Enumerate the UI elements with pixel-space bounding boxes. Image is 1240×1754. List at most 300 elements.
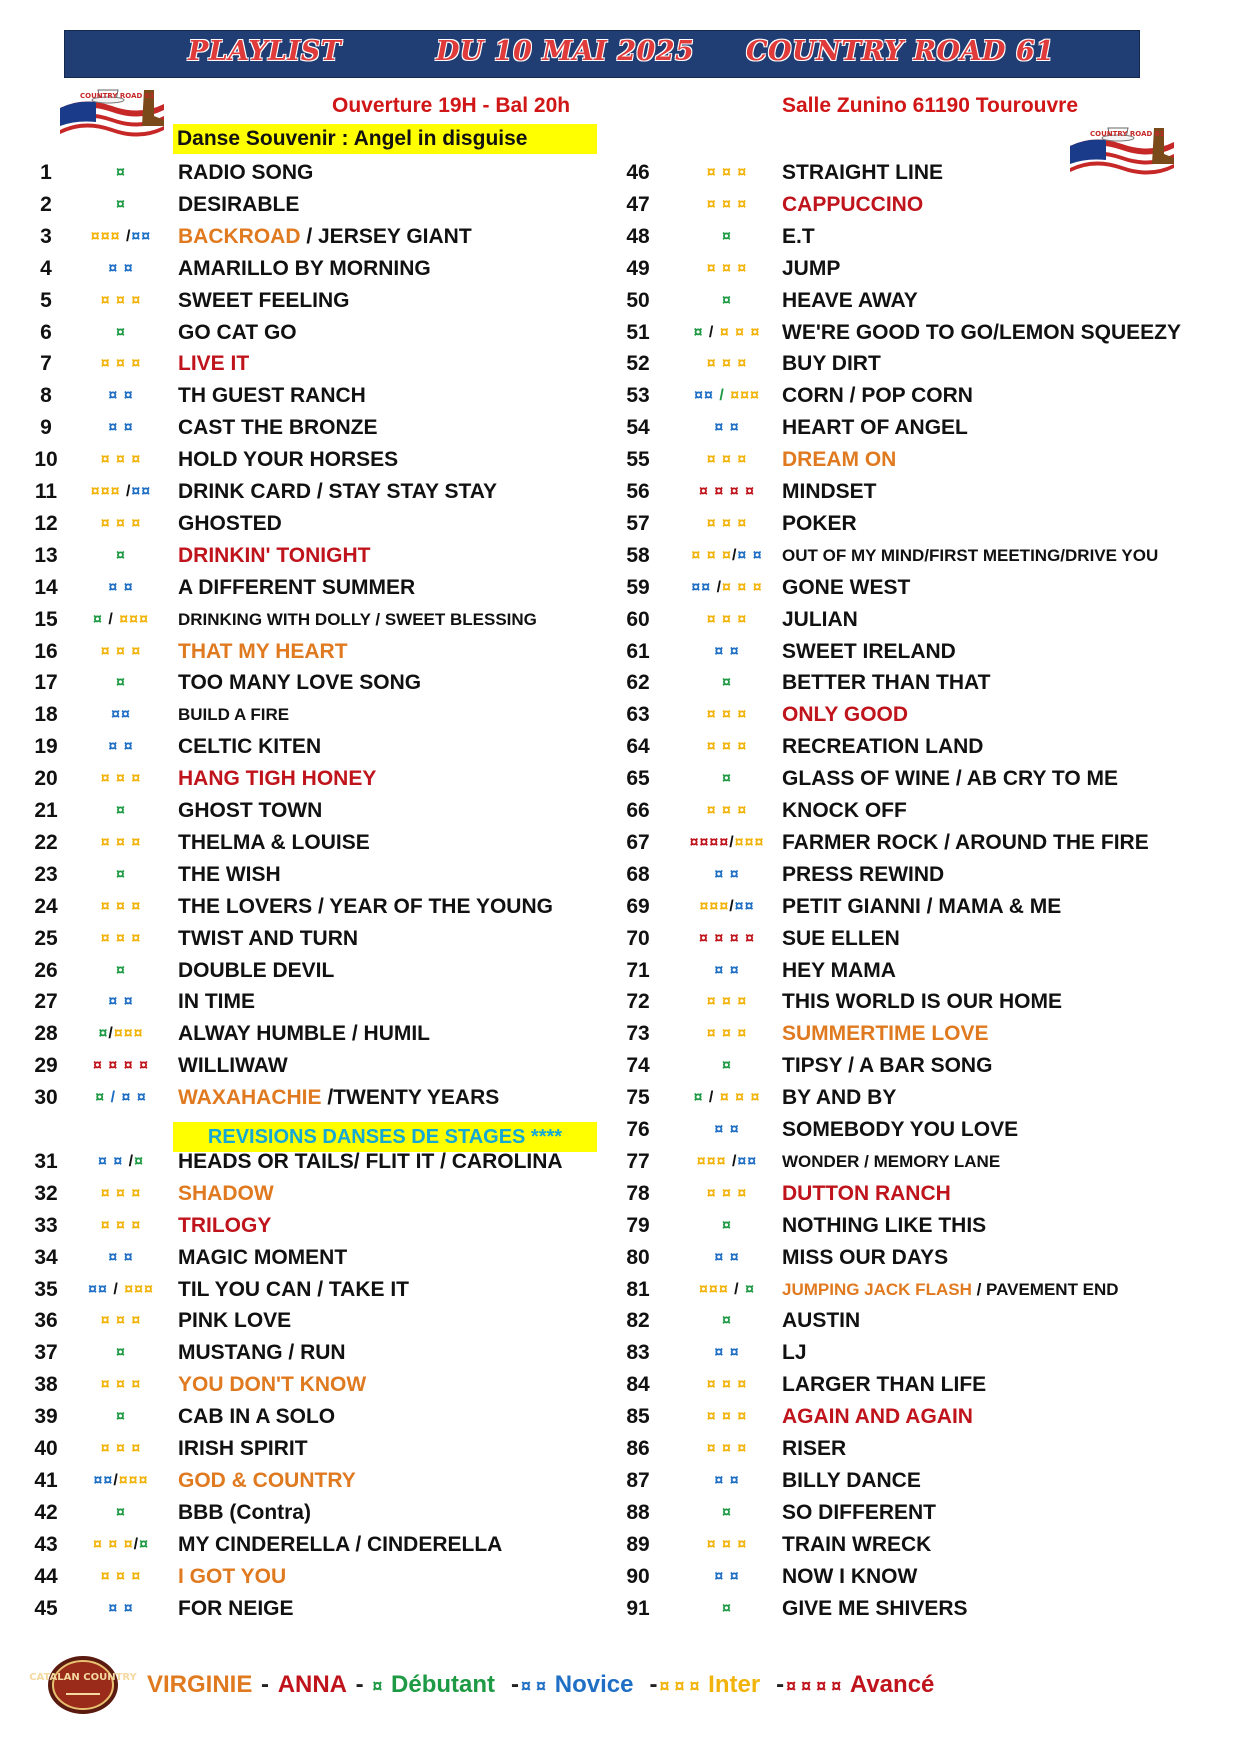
dance-title-part: KNOCK OFF bbox=[782, 799, 907, 822]
dance-title-part: CAB IN A SOLO bbox=[178, 1405, 336, 1429]
row-number: 69 bbox=[626, 894, 650, 918]
dance-title bbox=[178, 254, 431, 284]
dance-title-part: MISS OUR DAYS bbox=[782, 1245, 949, 1269]
level-symbol: ¤ ¤ bbox=[714, 1567, 740, 1585]
dance-title-part: DOUBLE DEVIL bbox=[178, 958, 335, 982]
dance-title bbox=[782, 1179, 951, 1209]
dance-title-part: GO CAT GO bbox=[178, 320, 297, 344]
dance-title-part: STRAIGHT LINE bbox=[782, 161, 943, 184]
level-markers bbox=[672, 732, 782, 762]
row-number: 23 bbox=[34, 862, 58, 886]
dance-title bbox=[782, 445, 896, 475]
dance-title-part: SWEET IRELAND bbox=[782, 639, 956, 663]
dance-title-part: AGAIN AND AGAIN bbox=[782, 1405, 973, 1429]
dance-title bbox=[178, 1051, 288, 1081]
dance-title-part: TRAIN WRECK bbox=[782, 1532, 932, 1556]
level-markers bbox=[66, 1402, 176, 1432]
row-number: 42 bbox=[34, 1500, 58, 1524]
dance-title-part: GHOSTED bbox=[178, 511, 282, 535]
header-banner bbox=[64, 30, 1140, 78]
dance-title bbox=[782, 1434, 846, 1464]
dance-title-part: THELMA & LOUISE bbox=[178, 830, 370, 854]
level-symbol: ¤ ¤ bbox=[737, 546, 763, 564]
dance-title bbox=[178, 1019, 430, 1049]
dance-title bbox=[782, 477, 877, 507]
level-symbol: ¤ ¤ ¤ bbox=[706, 1535, 748, 1553]
level-symbol: / bbox=[108, 1025, 114, 1043]
row-number: 5 bbox=[40, 288, 52, 312]
row-number: 47 bbox=[626, 192, 650, 216]
level-markers bbox=[66, 318, 176, 348]
level-markers bbox=[66, 1147, 176, 1177]
level-symbol: ¤ bbox=[722, 674, 732, 692]
level-markers bbox=[672, 1530, 782, 1560]
dance-title-part: DREAM ON bbox=[782, 448, 897, 472]
level-symbol: ¤ bbox=[98, 1025, 109, 1043]
level-markers bbox=[66, 1083, 176, 1113]
level-legend bbox=[147, 1668, 936, 1702]
dance-title bbox=[782, 892, 1061, 922]
row-number: 87 bbox=[626, 1468, 650, 1492]
dance-title bbox=[178, 190, 299, 220]
level-markers bbox=[672, 924, 782, 954]
row-number: 21 bbox=[34, 799, 58, 822]
dance-title bbox=[782, 1530, 931, 1560]
level-symbol: ¤ ¤ ¤ ¤ bbox=[699, 483, 755, 500]
level-markers bbox=[672, 1402, 782, 1432]
row-number: 54 bbox=[626, 416, 650, 440]
level-markers bbox=[672, 254, 782, 284]
level-symbol: ¤ ¤ ¤ bbox=[100, 929, 142, 947]
dance-title bbox=[782, 1594, 968, 1624]
level-symbol: ¤ ¤ bbox=[108, 419, 134, 437]
level-markers bbox=[672, 668, 782, 698]
level-markers bbox=[672, 1211, 782, 1241]
level-markers bbox=[66, 796, 176, 826]
dance-title bbox=[782, 987, 1062, 1017]
dance-title bbox=[782, 956, 896, 986]
level-markers bbox=[66, 1051, 176, 1081]
level-markers bbox=[66, 541, 176, 571]
dance-title bbox=[782, 541, 1158, 571]
level-markers bbox=[672, 1498, 782, 1528]
souvenir-dance: Danse Souvenir : Angel in disguise bbox=[173, 124, 597, 154]
level-markers bbox=[66, 381, 176, 411]
level-symbol: ¤¤¤ bbox=[699, 897, 730, 915]
level-markers bbox=[66, 1498, 176, 1528]
level-symbol: ¤ ¤ ¤ bbox=[722, 578, 763, 596]
dance-title-part: RADIO SONG bbox=[178, 161, 314, 184]
dance-title-part: HOLD YOUR HORSES bbox=[178, 448, 399, 472]
dance-title bbox=[782, 1275, 1119, 1305]
row-number: 27 bbox=[34, 990, 58, 1014]
level-symbol: ¤ ¤ bbox=[714, 865, 740, 883]
row-number: 91 bbox=[626, 1596, 650, 1620]
dance-title-part: JUMPING JACK FLASH bbox=[782, 1279, 972, 1299]
dance-title bbox=[178, 318, 297, 348]
dance-title bbox=[178, 349, 249, 379]
level-symbol: / bbox=[703, 1089, 720, 1107]
dance-title bbox=[178, 828, 370, 858]
level-symbol: ¤ bbox=[722, 1503, 732, 1521]
level-markers bbox=[672, 637, 782, 667]
level-markers bbox=[672, 796, 782, 826]
dance-title bbox=[178, 796, 322, 826]
level-markers bbox=[672, 541, 782, 571]
dance-title bbox=[178, 413, 378, 443]
dance-title bbox=[178, 1179, 274, 1209]
row-number: 75 bbox=[626, 1086, 650, 1110]
level-markers bbox=[66, 573, 176, 603]
dance-title-part: IRISH SPIRIT bbox=[178, 1437, 308, 1460]
dance-title-part: / JERSEY GIANT bbox=[300, 224, 472, 248]
level-symbol: ¤¤ bbox=[88, 1280, 108, 1298]
level-symbol: ¤ ¤ ¤ bbox=[100, 514, 142, 532]
row-number: 33 bbox=[34, 1213, 58, 1237]
dance-title-part: ALWAY HUMBLE / HUMIL bbox=[178, 1022, 431, 1046]
dance-title-part: GLASS OF WINE / AB CRY TO ME bbox=[782, 767, 1119, 791]
legend-debutant: Débutant bbox=[391, 1671, 496, 1698]
dance-title-part: SOMEBODY YOU LOVE bbox=[782, 1118, 1019, 1141]
dance-title bbox=[178, 1498, 311, 1528]
level-markers bbox=[672, 1338, 782, 1368]
dance-title bbox=[782, 1083, 896, 1113]
level-markers bbox=[66, 1594, 176, 1624]
dance-title bbox=[782, 1019, 989, 1049]
level-markers bbox=[66, 924, 176, 954]
level-symbol: ¤¤¤ bbox=[90, 483, 121, 500]
dance-title bbox=[178, 1530, 502, 1560]
level-symbol: ¤¤¤ bbox=[124, 1280, 154, 1298]
level-symbol: ¤ ¤ bbox=[108, 1599, 134, 1617]
dance-title-part: BILLY DANCE bbox=[782, 1468, 921, 1492]
level-symbol: ¤¤ bbox=[694, 387, 714, 405]
level-markers bbox=[66, 1370, 176, 1400]
level-symbol: ¤ ¤ bbox=[714, 1344, 740, 1362]
dance-title-part: GHOST TOWN bbox=[178, 799, 323, 822]
level-markers bbox=[672, 1594, 782, 1624]
row-number: 48 bbox=[626, 224, 650, 248]
level-symbol: ¤ ¤ bbox=[714, 419, 740, 437]
level-markers bbox=[672, 509, 782, 539]
level-symbol: ¤ ¤ bbox=[714, 642, 740, 660]
level-markers bbox=[66, 190, 176, 220]
dance-title bbox=[782, 1370, 986, 1400]
level-markers bbox=[66, 477, 176, 507]
dance-title-part: GONE WEST bbox=[782, 575, 911, 599]
dance-title bbox=[782, 605, 858, 635]
dance-title-part: WE'RE GOOD TO GO/LEMON SQUEEZY bbox=[782, 320, 1181, 344]
level-symbol: ¤ bbox=[722, 227, 732, 245]
row-number: 29 bbox=[34, 1054, 58, 1078]
svg-text:COUNTRY ROAD 61: COUNTRY ROAD 61 bbox=[80, 92, 155, 100]
dance-title-part: NOTHING LIKE THIS bbox=[782, 1213, 987, 1237]
dance-title bbox=[178, 1434, 308, 1464]
dance-title bbox=[782, 1338, 807, 1368]
row-number: 30 bbox=[34, 1086, 58, 1110]
row-number: 72 bbox=[626, 990, 650, 1014]
row-number: 51 bbox=[626, 320, 650, 344]
legend-inter-symbol: ¤ ¤ ¤ bbox=[659, 1676, 700, 1696]
level-markers bbox=[66, 956, 176, 986]
dance-title-part: PRESS REWIND bbox=[782, 862, 945, 886]
row-number: 9 bbox=[40, 416, 52, 440]
level-symbol: ¤ ¤ ¤ bbox=[100, 1216, 142, 1234]
dance-title-part: THE WISH bbox=[178, 862, 281, 886]
level-symbol: ¤¤ bbox=[691, 578, 712, 596]
level-markers bbox=[66, 445, 176, 475]
level-symbol: ¤ ¤ ¤ bbox=[719, 323, 761, 341]
dance-title bbox=[178, 158, 313, 188]
dance-title-part: SO DIFFERENT bbox=[782, 1500, 937, 1524]
dance-title-part: WONDER / MEMORY LANE bbox=[782, 1151, 1001, 1171]
row-number: 56 bbox=[626, 480, 650, 503]
row-number: 35 bbox=[34, 1277, 58, 1301]
level-symbol: ¤ ¤ bbox=[714, 1121, 740, 1138]
dance-title-part: A DIFFERENT SUMMER bbox=[178, 575, 416, 599]
dance-title-part: DRINKIN' TONIGHT bbox=[178, 543, 371, 567]
level-symbol: ¤ ¤ bbox=[108, 387, 134, 405]
dance-title bbox=[178, 892, 553, 922]
row-number: 16 bbox=[34, 639, 58, 663]
level-symbol: ¤ ¤ ¤ bbox=[706, 355, 748, 373]
level-symbol: ¤ bbox=[116, 674, 126, 692]
venue: Salle Zunino 61190 Tourouvre bbox=[782, 94, 1079, 117]
row-number: 86 bbox=[626, 1437, 650, 1460]
dance-title bbox=[782, 286, 918, 316]
row-number: 2 bbox=[40, 192, 52, 216]
level-symbol: ¤ ¤ ¤ bbox=[100, 770, 142, 788]
dance-title-part: JUMP bbox=[782, 256, 841, 280]
row-number: 40 bbox=[34, 1437, 58, 1460]
level-symbol: ¤¤ bbox=[131, 483, 152, 500]
level-symbol: ¤ bbox=[116, 1408, 126, 1426]
level-symbol: / bbox=[123, 1152, 135, 1170]
level-markers bbox=[672, 605, 782, 635]
dance-title bbox=[178, 1562, 286, 1592]
level-symbol: ¤ ¤ bbox=[97, 1152, 124, 1170]
dance-title-part: /TWENTY YEARS bbox=[321, 1086, 500, 1110]
dance-title bbox=[782, 1243, 948, 1273]
dance-title-part: WILLIWAW bbox=[178, 1054, 288, 1078]
row-number: 81 bbox=[626, 1277, 650, 1301]
level-symbol: ¤ ¤ ¤ ¤ bbox=[699, 929, 755, 947]
level-symbol: ¤ ¤ ¤ ¤ bbox=[93, 1057, 149, 1075]
row-number: 44 bbox=[34, 1564, 58, 1588]
row-number: 79 bbox=[626, 1213, 650, 1237]
level-markers bbox=[672, 222, 782, 252]
level-markers bbox=[672, 987, 782, 1017]
level-symbol: ¤ ¤ ¤ bbox=[706, 195, 748, 213]
dance-title bbox=[782, 796, 907, 826]
level-symbol: ¤ ¤ ¤ bbox=[706, 1025, 748, 1043]
dance-title bbox=[782, 413, 968, 443]
level-symbol: ¤¤¤ bbox=[699, 1280, 729, 1298]
dance-title-part: TH GUEST RANCH bbox=[178, 384, 366, 408]
row-number: 84 bbox=[626, 1373, 650, 1397]
level-symbol: ¤ ¤ ¤ bbox=[706, 1184, 748, 1202]
row-number: 14 bbox=[34, 575, 58, 599]
row-number: 78 bbox=[626, 1181, 650, 1205]
row-number: 19 bbox=[34, 735, 58, 759]
dance-title bbox=[178, 668, 421, 698]
dance-title bbox=[178, 1594, 294, 1624]
dance-title bbox=[178, 924, 358, 954]
dance-title-part: BY AND BY bbox=[782, 1086, 897, 1110]
dance-title-part: TIL YOU CAN / TAKE IT bbox=[178, 1277, 410, 1301]
legend-avance: Avancé bbox=[849, 1671, 935, 1698]
level-markers bbox=[66, 349, 176, 379]
row-number: 89 bbox=[626, 1532, 650, 1556]
dance-title-part: IN TIME bbox=[178, 990, 255, 1014]
level-symbol: ¤ ¤ ¤ bbox=[706, 610, 748, 628]
level-markers bbox=[672, 700, 782, 730]
dance-title bbox=[782, 1402, 973, 1432]
row-number: 15 bbox=[34, 607, 58, 631]
level-markers bbox=[66, 892, 176, 922]
level-markers bbox=[66, 413, 176, 443]
row-number: 1 bbox=[40, 161, 52, 184]
dance-title bbox=[782, 1147, 1000, 1177]
dance-title bbox=[782, 381, 973, 411]
dance-title-part: SHADOW bbox=[178, 1181, 274, 1205]
level-symbol: ¤ bbox=[116, 802, 126, 819]
dance-title-part: SUMMERTIME LOVE bbox=[782, 1022, 989, 1046]
level-markers bbox=[672, 573, 782, 603]
dance-title-part: LARGER THAN LIFE bbox=[782, 1373, 987, 1397]
row-number: 80 bbox=[626, 1245, 650, 1269]
dance-title-part: GOD & COUNTRY bbox=[178, 1468, 356, 1492]
dance-title bbox=[178, 541, 370, 571]
level-symbol: ¤ bbox=[722, 1216, 732, 1234]
level-symbol: ¤ bbox=[722, 1599, 732, 1617]
level-symbol: ¤¤¤¤ bbox=[689, 833, 730, 851]
level-symbol: ¤ ¤ bbox=[714, 1248, 740, 1266]
dance-title bbox=[178, 956, 334, 986]
level-symbol: ¤ ¤ ¤ bbox=[100, 1567, 142, 1585]
level-markers bbox=[672, 1275, 782, 1305]
level-markers bbox=[672, 956, 782, 986]
dance-title-part: DRINKING WITH DOLLY / SWEET BLESSING bbox=[178, 609, 537, 629]
dance-title-part: THAT MY HEART bbox=[178, 639, 348, 663]
dance-title bbox=[782, 764, 1118, 794]
row-number: 82 bbox=[626, 1309, 650, 1333]
dance-title bbox=[178, 1275, 409, 1305]
row-number: 3 bbox=[40, 224, 52, 248]
level-symbol: ¤ bbox=[722, 291, 732, 309]
row-number: 62 bbox=[626, 671, 650, 695]
dance-title bbox=[782, 349, 881, 379]
dance-title bbox=[782, 1306, 860, 1336]
row-number: 26 bbox=[34, 958, 58, 982]
svg-text:CATALAN COUNTRY: CATALAN COUNTRY bbox=[29, 1672, 137, 1683]
level-symbol: ¤ ¤ bbox=[714, 961, 740, 979]
level-markers bbox=[66, 987, 176, 1017]
dance-title bbox=[178, 1338, 346, 1368]
row-number: 55 bbox=[626, 448, 650, 472]
row-number: 6 bbox=[40, 320, 52, 344]
svg-text:COUNTRY ROAD 61: COUNTRY ROAD 61 bbox=[1090, 130, 1165, 138]
dance-title-part: WAXAHACHIE bbox=[178, 1086, 322, 1110]
dance-title-part: DESIRABLE bbox=[178, 192, 300, 216]
dance-title-part: I GOT YOU bbox=[178, 1564, 287, 1588]
legend-dash: - bbox=[254, 1671, 276, 1698]
level-markers bbox=[672, 1370, 782, 1400]
level-symbol: ¤ ¤ ¤ bbox=[100, 1312, 142, 1330]
level-symbol: ¤ ¤ ¤ bbox=[706, 259, 748, 277]
dance-title bbox=[178, 1370, 366, 1400]
level-markers bbox=[66, 1338, 176, 1368]
level-markers bbox=[66, 732, 176, 762]
dance-title bbox=[782, 732, 983, 762]
level-symbol: ¤ ¤ ¤ bbox=[706, 802, 748, 819]
row-number: 76 bbox=[626, 1118, 650, 1141]
level-symbol: / bbox=[120, 227, 132, 245]
level-symbol: ¤ ¤ ¤ bbox=[706, 1376, 748, 1394]
dance-title-part: BBB (Contra) bbox=[178, 1500, 311, 1524]
level-symbol: ¤ ¤ ¤ bbox=[100, 355, 142, 373]
level-markers bbox=[672, 286, 782, 316]
row-number: 65 bbox=[626, 767, 650, 791]
dance-title bbox=[178, 573, 415, 603]
dance-title-part: POKER bbox=[782, 511, 857, 535]
row-number: 64 bbox=[626, 735, 650, 759]
level-markers bbox=[66, 1530, 176, 1560]
dance-title bbox=[178, 987, 255, 1017]
dance-title-part: E.T bbox=[782, 224, 815, 248]
dance-title bbox=[178, 732, 321, 762]
dance-title-part: CAST THE BRONZE bbox=[178, 416, 378, 440]
row-number: 85 bbox=[626, 1405, 650, 1429]
dance-title bbox=[178, 1243, 347, 1273]
level-markers bbox=[66, 158, 176, 188]
dance-title-part: FARMER ROCK / AROUND THE FIRE bbox=[782, 830, 1149, 854]
level-symbol: / bbox=[133, 1535, 140, 1553]
dance-title-part: MAGIC MOMENT bbox=[178, 1245, 348, 1269]
dance-title-part: HEART OF ANGEL bbox=[782, 416, 968, 440]
level-symbol: ¤ ¤ ¤ bbox=[100, 451, 142, 469]
opening-hours: Ouverture 19H - Bal 20h bbox=[332, 94, 571, 117]
level-symbol: / bbox=[703, 323, 720, 341]
dance-title bbox=[178, 1147, 563, 1177]
level-symbol: ¤¤¤ bbox=[113, 1025, 144, 1043]
row-number: 57 bbox=[626, 511, 650, 535]
level-symbol: ¤ bbox=[93, 610, 103, 628]
level-symbol: ¤ bbox=[116, 961, 126, 979]
level-symbol: / bbox=[731, 546, 738, 564]
dance-title-part: TOO MANY LOVE SONG bbox=[178, 671, 422, 695]
country-road-logo-left bbox=[56, 86, 168, 146]
dance-title bbox=[178, 1083, 499, 1113]
level-symbol: ¤¤¤ bbox=[119, 610, 149, 628]
dance-title bbox=[178, 1306, 291, 1336]
dance-title bbox=[782, 828, 1149, 858]
level-markers bbox=[672, 318, 782, 348]
level-symbol: ¤ ¤ bbox=[108, 993, 134, 1011]
level-markers bbox=[672, 381, 782, 411]
dance-title bbox=[782, 1466, 921, 1496]
legend-avance-symbol: ¤ ¤ ¤ ¤ bbox=[786, 1676, 842, 1696]
dance-title-part: ONLY GOOD bbox=[782, 703, 909, 727]
dance-title bbox=[178, 286, 350, 316]
row-number: 38 bbox=[34, 1373, 58, 1397]
level-markers bbox=[672, 190, 782, 220]
level-markers bbox=[66, 1434, 176, 1464]
legend-separator: - bbox=[776, 1671, 785, 1698]
level-markers bbox=[672, 477, 782, 507]
row-number: 8 bbox=[40, 384, 52, 408]
level-symbol: ¤¤ bbox=[111, 706, 131, 724]
